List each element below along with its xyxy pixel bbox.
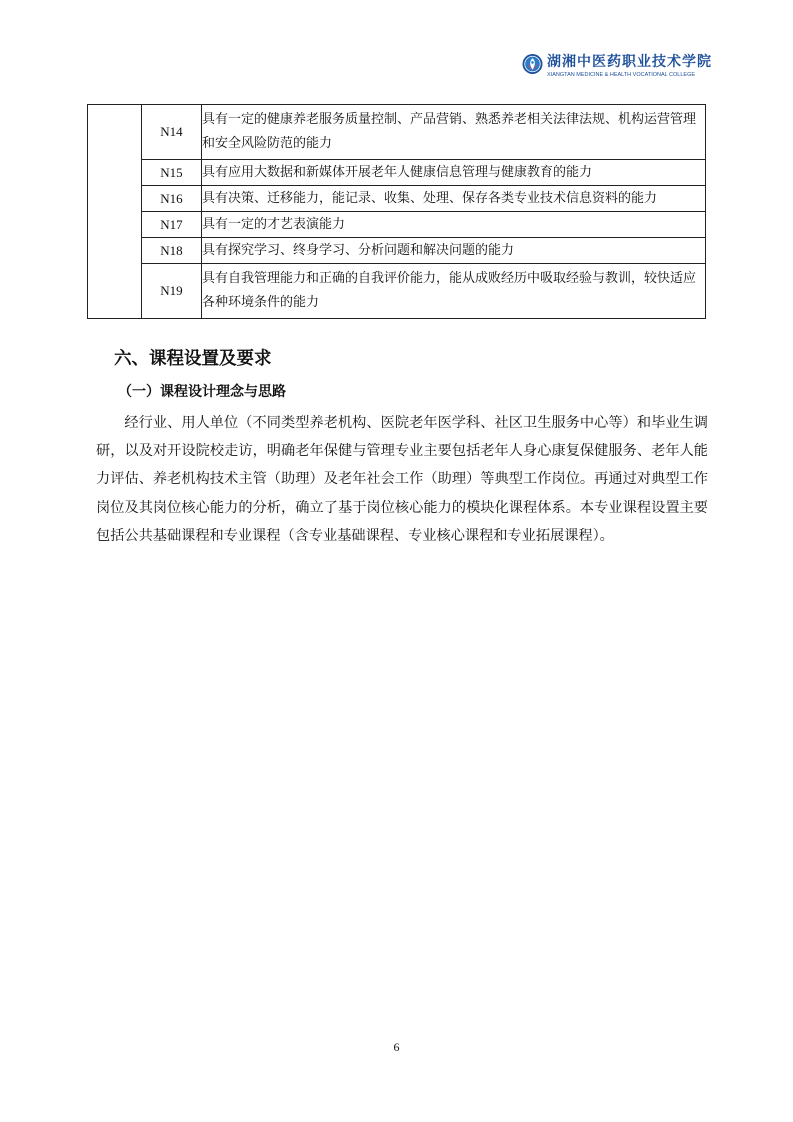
ability-code: N15 [142,160,202,186]
section-title: 六、课程设置及要求 [114,349,272,369]
ability-description: 具有自我管理能力和正确的自我评价能力，能从成败经历中吸取经验与教训，较快适应各种环境条件的能力 [202,264,706,319]
table-row [88,264,706,319]
college-seal-icon [522,44,543,84]
table-row [88,238,706,264]
ability-table [87,104,706,319]
page-number: 6 [393,1040,400,1054]
table-row [88,105,706,160]
ability-code: N16 [142,186,202,212]
table-category-cell [88,105,142,319]
ability-description: 具有一定的才艺表演能力 [202,212,706,238]
ability-code: N17 [142,212,202,238]
logo-english-name: XIANGTAN MEDICINE & HEALTH VOCATIONAL COLLEGE [547,71,696,78]
table-row [88,212,706,238]
ability-code: N14 [142,105,202,160]
body-paragraph: 经行业、用人单位（不同类型养老机构、医院老年医学科、社区卫生服务中心等）和毕业生调研，以及对开设院校走访，明确老年保健与管理专业主要包括老年人身心康复保健服务、老年人能力评估、养老机构技术主管（助理）及老年社会工作（助理）等典型工作岗位。再通过对典型工作岗位及其岗位核心能力的分析，确立了基于岗位核心能力的模块化课程体系。本专业课程设置主要包括公共基础课程和专业课程（含专业基础课程、专业核心课程和专业拓展课程）。 [96,415,708,544]
ability-code: N18 [142,238,202,264]
table-row [88,186,706,212]
section-subtitle: （一）课程设计理念与思路 [118,384,286,400]
ability-description: 具有一定的健康养老服务质量控制、产品营销、熟悉养老相关法律法规、机构运营管理和安全风险防范的能力 [202,105,706,160]
ability-description: 具有探究学习、终身学习、分析问题和解决问题的能力 [202,238,706,264]
ability-description: 具有决策、迁移能力，能记录、收集、处理、保存各类专业技术信息资料的能力 [202,186,706,212]
table-row [88,160,706,186]
logo-chinese-name: 湖湘中医药职业技术学院 [547,53,712,70]
ability-code: N19 [142,264,202,319]
college-logo [522,42,712,86]
ability-description: 具有应用大数据和新媒体开展老年人健康信息管理与健康教育的能力 [202,160,706,186]
